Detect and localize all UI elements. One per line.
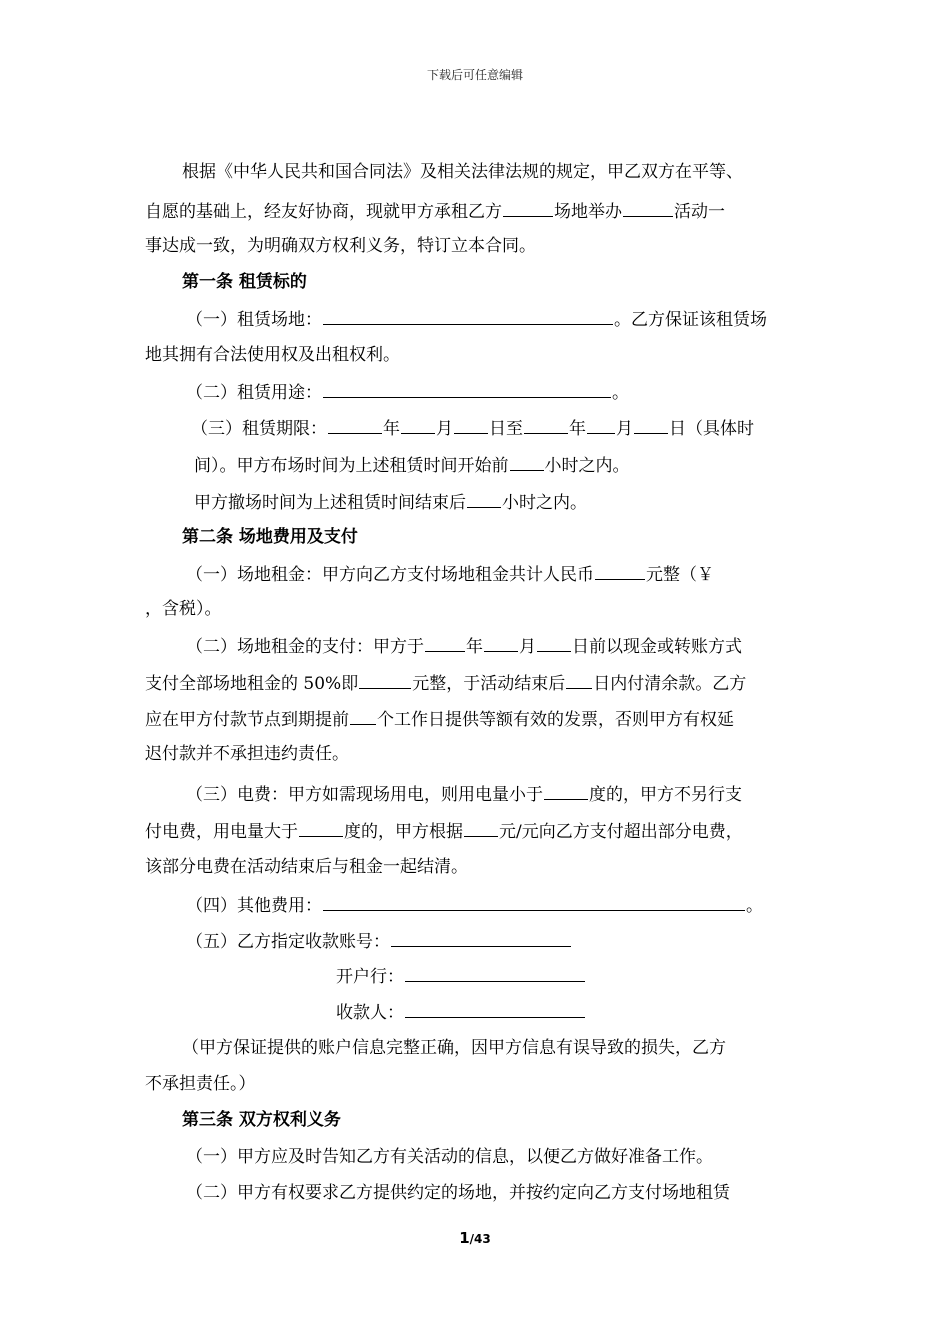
blank-field	[299, 820, 343, 837]
item-text: 甲方撤场时间为上述租赁时间结束后	[194, 493, 466, 513]
item-text: 元整（￥	[646, 565, 714, 585]
art2-item-2	[186, 635, 742, 657]
intro-text: 活动一	[674, 202, 725, 222]
item-text: 年	[569, 419, 586, 439]
art2-item-2-end: 迟付款并不承担违约责任。	[145, 744, 349, 764]
blank-field	[323, 308, 613, 325]
intro-text: 自愿的基础上，经友好协商，现就甲方承租乙方	[145, 202, 502, 222]
blank-field	[587, 417, 615, 434]
art2-item-2-cont-2	[145, 708, 734, 730]
item-text: 月	[519, 637, 536, 657]
blank-field	[401, 417, 435, 434]
blank-field	[359, 672, 411, 689]
art2-item-3	[186, 783, 742, 805]
item-text: 元整，于活动结束后	[412, 674, 566, 694]
blank-field	[634, 417, 668, 434]
art2-item-5-bank	[336, 965, 586, 987]
art3-item-1: （一）甲方应及时告知乙方有关活动的信息，以便乙方做好准备工作。	[186, 1147, 713, 1167]
item-text: 。	[746, 896, 763, 916]
art2-note-1: （甲方保证提供的账户信息完整正确，因甲方信息有误导致的损失，乙方	[182, 1038, 726, 1058]
item-text: （三）电费：甲方如需现场用电，则用电量小于	[186, 785, 543, 805]
item-text: 月	[436, 419, 453, 439]
blank-field	[595, 563, 645, 580]
blank-field	[391, 930, 571, 947]
art1-item-3-cont	[194, 454, 630, 476]
item-text: 个工作日提供等额有效的发票，否则甲方有权延	[377, 710, 734, 730]
blank-field	[484, 635, 518, 652]
item-text: 年	[383, 419, 400, 439]
blank-field	[623, 200, 673, 217]
art1-item-1	[186, 308, 767, 330]
article-3-title: 第三条 双方权利义务	[182, 1110, 341, 1130]
art2-item-2-cont	[145, 672, 746, 694]
item-text: （二）租赁用途：	[186, 383, 322, 403]
item-text: （一）租赁场地：	[186, 310, 322, 330]
item-text: 。乙方保证该租赁场	[614, 310, 767, 330]
item-text: 收款人：	[336, 1003, 404, 1023]
intro-text: 场地举办	[554, 202, 622, 222]
item-text: 度的，甲方根据	[344, 822, 463, 842]
blank-field	[503, 200, 553, 217]
art1-item-2	[186, 381, 629, 403]
blank-field	[566, 672, 592, 689]
art2-item-3-cont	[145, 820, 743, 842]
blank-field	[464, 820, 498, 837]
item-text: 元/元向乙方支付超出部分电费，	[499, 822, 743, 842]
item-text: 应在甲方付款节点到期提前	[145, 710, 349, 730]
art2-item-5-payee	[336, 1001, 586, 1023]
blank-field	[425, 635, 465, 652]
blank-field	[328, 417, 382, 434]
item-text: 小时之内。	[502, 493, 587, 513]
art2-item-1-cont: ，含税）。	[145, 599, 222, 619]
blank-field	[323, 381, 611, 398]
art2-note-2: 不承担责任。）	[145, 1074, 256, 1094]
blank-field	[510, 454, 544, 471]
art1-item-1-cont: 地其拥有合法使用权及出租权利。	[145, 345, 400, 365]
intro-line-3: 事达成一致，为明确双方权利义务，特订立本合同。	[145, 236, 536, 256]
item-text: 开户行：	[336, 967, 404, 987]
current-page: 1	[459, 1229, 470, 1247]
blank-field	[467, 491, 501, 508]
item-text: （一）场地租金：甲方向乙方支付场地租金共计人民币	[186, 565, 594, 585]
item-text: 日前以现金或转账方式	[572, 637, 742, 657]
art2-item-3-end: 该部分电费在活动结束后与租金一起结清。	[145, 857, 468, 877]
item-text: 度的，甲方不另行支	[589, 785, 742, 805]
art3-item-2: （二）甲方有权要求乙方提供约定的场地，并按约定向乙方支付场地租赁	[186, 1183, 730, 1203]
blank-field	[544, 783, 588, 800]
item-text: 日（具体时	[669, 419, 754, 439]
art1-item-3-end	[194, 491, 587, 513]
intro-line-2	[145, 200, 725, 222]
item-text: 。	[612, 383, 629, 403]
item-text: 日内付清余款。乙方	[593, 674, 747, 694]
page-number	[0, 1228, 950, 1247]
total-pages: /43	[469, 1232, 491, 1246]
item-text: 日至	[489, 419, 523, 439]
item-text: （五）乙方指定收款账号：	[186, 932, 390, 952]
item-text: 小时之内。	[544, 456, 630, 476]
blank-field	[323, 894, 745, 911]
item-text: 年	[466, 637, 483, 657]
blank-field	[454, 417, 488, 434]
article-2-title: 第二条 场地费用及支付	[182, 527, 358, 547]
intro-line-1: 根据《中华人民共和国合同法》及相关法律法规的规定，甲乙双方在平等、	[182, 162, 743, 182]
blank-field	[405, 965, 585, 982]
blank-field	[405, 1001, 585, 1018]
blank-field	[350, 708, 376, 725]
item-text: 支付全部场地租金的 50%即	[145, 674, 359, 694]
art2-item-5-account	[186, 930, 572, 952]
item-text: 付电费，用电量大于	[145, 822, 298, 842]
blank-field	[524, 417, 568, 434]
item-text: 月	[616, 419, 633, 439]
item-text: 间）。甲方布场时间为上述租赁时间开始前	[194, 456, 509, 476]
art2-item-1	[186, 563, 714, 585]
blank-field	[537, 635, 571, 652]
item-text: （四）其他费用：	[186, 896, 322, 916]
item-text: （三）租赁期限：	[191, 419, 327, 439]
article-1-title: 第一条 租赁标的	[182, 272, 307, 292]
page-header: 下载后可任意编辑	[426, 68, 523, 82]
art1-item-3	[191, 417, 754, 439]
art2-item-4	[186, 894, 763, 916]
item-text: （二）场地租金的支付：甲方于	[186, 637, 424, 657]
